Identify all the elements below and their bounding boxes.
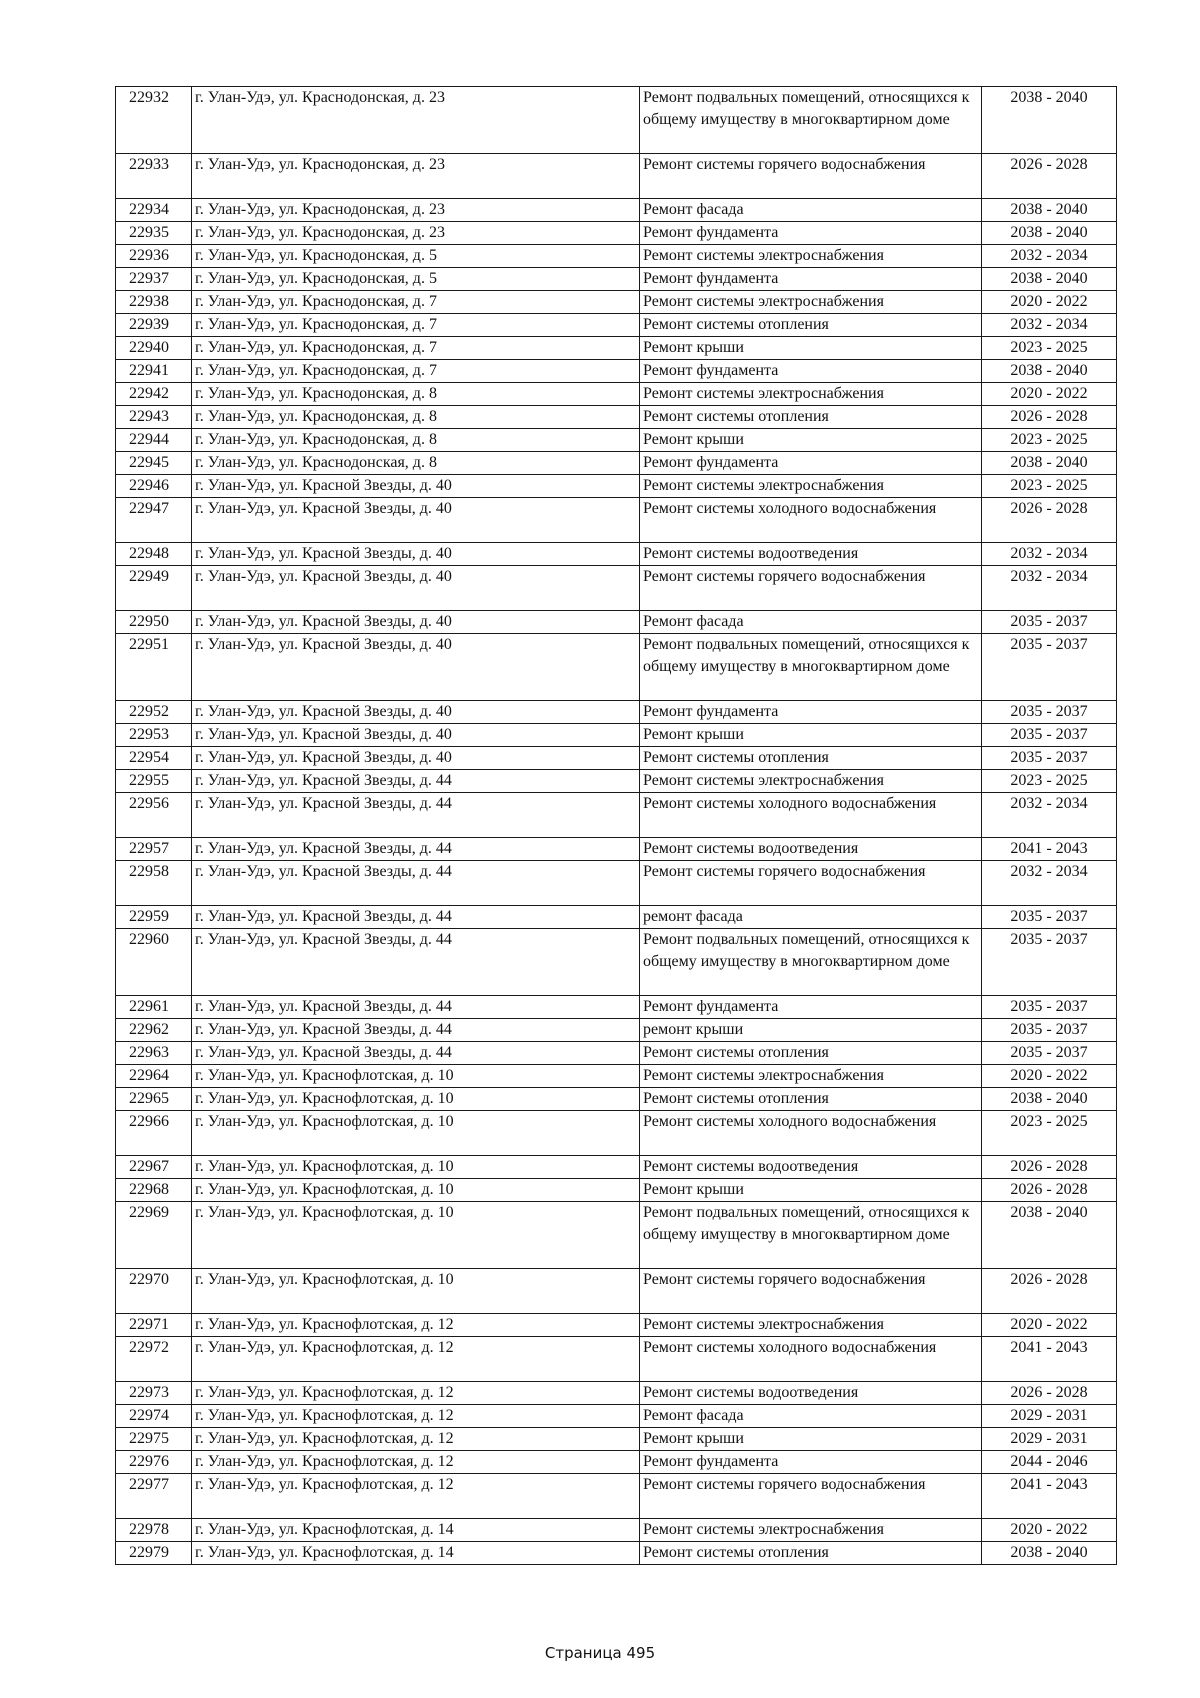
row-number-cell: 22976 [116, 1451, 192, 1474]
table-row [116, 1269, 1117, 1314]
table-row [116, 475, 1117, 498]
period-cell: 2023 - 2025 [982, 429, 1117, 452]
period-cell: 2029 - 2031 [982, 1405, 1117, 1428]
address-cell: г. Улан-Удэ, ул. Краснофлотская, д. 10 [192, 1111, 640, 1156]
period-cell: 2044 - 2046 [982, 1451, 1117, 1474]
table-row [116, 701, 1117, 724]
work-type-cell: Ремонт системы электроснабжения [640, 291, 982, 314]
address-cell: г. Улан-Удэ, ул. Краснодонская, д. 7 [192, 360, 640, 383]
row-number-cell: 22959 [116, 906, 192, 929]
address-cell: г. Улан-Удэ, ул. Краснодонская, д. 5 [192, 268, 640, 291]
address-cell: г. Улан-Удэ, ул. Красной Звезды, д. 40 [192, 724, 640, 747]
row-number-cell: 22974 [116, 1405, 192, 1428]
period-cell: 2023 - 2025 [982, 1111, 1117, 1156]
work-type-cell: Ремонт крыши [640, 1179, 982, 1202]
address-cell: г. Улан-Удэ, ул. Краснофлотская, д. 10 [192, 1065, 640, 1088]
work-type-cell: Ремонт системы электроснабжения [640, 1314, 982, 1337]
address-cell: г. Улан-Удэ, ул. Краснодонская, д. 23 [192, 199, 640, 222]
row-number-cell: 22947 [116, 498, 192, 543]
work-type-cell: Ремонт системы электроснабжения [640, 1519, 982, 1542]
table-row [116, 1088, 1117, 1111]
period-cell: 2026 - 2028 [982, 1382, 1117, 1405]
row-number-cell: 22966 [116, 1111, 192, 1156]
table-row [116, 1065, 1117, 1088]
work-type-cell: Ремонт фасада [640, 1405, 982, 1428]
address-cell: г. Улан-Удэ, ул. Красной Звезды, д. 44 [192, 996, 640, 1019]
table-row [116, 291, 1117, 314]
work-type-cell: Ремонт фундамента [640, 701, 982, 724]
address-cell: г. Улан-Удэ, ул. Краснодонская, д. 23 [192, 87, 640, 154]
address-cell: г. Улан-Удэ, ул. Красной Звезды, д. 44 [192, 793, 640, 838]
row-number-cell: 22946 [116, 475, 192, 498]
work-type-cell: ремонт фасада [640, 906, 982, 929]
row-number-cell: 22962 [116, 1019, 192, 1042]
period-cell: 2026 - 2028 [982, 1179, 1117, 1202]
table-row [116, 154, 1117, 199]
work-type-cell: Ремонт фундамента [640, 222, 982, 245]
work-type-cell: Ремонт подвальных помещений, относящихся к общему имуществу в многоквартирном доме [640, 1202, 982, 1269]
work-type-cell: Ремонт системы электроснабжения [640, 245, 982, 268]
address-cell: г. Улан-Удэ, ул. Красной Звезды, д. 40 [192, 566, 640, 611]
table-row [116, 838, 1117, 861]
row-number-cell: 22932 [116, 87, 192, 154]
table-row [116, 314, 1117, 337]
address-cell: г. Улан-Удэ, ул. Краснофлотская, д. 12 [192, 1337, 640, 1382]
work-type-cell: Ремонт системы отопления [640, 314, 982, 337]
address-cell: г. Улан-Удэ, ул. Краснодонская, д. 8 [192, 429, 640, 452]
work-type-cell: Ремонт системы электроснабжения [640, 770, 982, 793]
address-cell: г. Улан-Удэ, ул. Красной Звезды, д. 44 [192, 1042, 640, 1065]
work-type-cell: Ремонт фундамента [640, 452, 982, 475]
period-cell: 2020 - 2022 [982, 1314, 1117, 1337]
work-type-cell: Ремонт фундамента [640, 360, 982, 383]
row-number-cell: 22956 [116, 793, 192, 838]
row-number-cell: 22943 [116, 406, 192, 429]
address-cell: г. Улан-Удэ, ул. Краснодонская, д. 8 [192, 452, 640, 475]
period-cell: 2035 - 2037 [982, 611, 1117, 634]
period-cell: 2032 - 2034 [982, 566, 1117, 611]
page-number: Страница 495 [544, 1644, 656, 1662]
table-row [116, 793, 1117, 838]
table-row [116, 906, 1117, 929]
period-cell: 2023 - 2025 [982, 475, 1117, 498]
address-cell: г. Улан-Удэ, ул. Красной Звезды, д. 44 [192, 929, 640, 996]
row-number-cell: 22933 [116, 154, 192, 199]
row-number-cell: 22957 [116, 838, 192, 861]
table-row [116, 1111, 1117, 1156]
address-cell: г. Улан-Удэ, ул. Краснофлотская, д. 12 [192, 1474, 640, 1519]
table-row [116, 1179, 1117, 1202]
table-body [116, 87, 1117, 1565]
work-type-cell: Ремонт системы холодного водоснабжения [640, 1111, 982, 1156]
address-cell: г. Улан-Удэ, ул. Краснофлотская, д. 14 [192, 1519, 640, 1542]
work-type-cell: Ремонт системы водоотведения [640, 1156, 982, 1179]
repair-schedule-table [115, 86, 1117, 1565]
work-type-cell: Ремонт фасада [640, 199, 982, 222]
row-number-cell: 22971 [116, 1314, 192, 1337]
work-type-cell: Ремонт подвальных помещений, относящихся к общему имуществу в многоквартирном доме [640, 634, 982, 701]
table-row [116, 1382, 1117, 1405]
address-cell: г. Улан-Удэ, ул. Краснодонская, д. 8 [192, 406, 640, 429]
period-cell: 2038 - 2040 [982, 199, 1117, 222]
row-number-cell: 22941 [116, 360, 192, 383]
address-cell: г. Улан-Удэ, ул. Краснофлотская, д. 12 [192, 1428, 640, 1451]
address-cell: г. Улан-Удэ, ул. Краснодонская, д. 5 [192, 245, 640, 268]
row-number-cell: 22961 [116, 996, 192, 1019]
table-row [116, 383, 1117, 406]
work-type-cell: Ремонт системы электроснабжения [640, 1065, 982, 1088]
row-number-cell: 22968 [116, 1179, 192, 1202]
row-number-cell: 22975 [116, 1428, 192, 1451]
row-number-cell: 22953 [116, 724, 192, 747]
work-type-cell: Ремонт системы водоотведения [640, 1382, 982, 1405]
row-number-cell: 22938 [116, 291, 192, 314]
table-row [116, 1519, 1117, 1542]
table-row [116, 1405, 1117, 1428]
table-row [116, 770, 1117, 793]
work-type-cell: Ремонт системы горячего водоснабжения [640, 1269, 982, 1314]
work-type-cell: Ремонт фундамента [640, 268, 982, 291]
table-row [116, 87, 1117, 154]
address-cell: г. Улан-Удэ, ул. Красной Звезды, д. 44 [192, 770, 640, 793]
row-number-cell: 22973 [116, 1382, 192, 1405]
address-cell: г. Улан-Удэ, ул. Краснофлотская, д. 10 [192, 1269, 640, 1314]
row-number-cell: 22948 [116, 543, 192, 566]
address-cell: г. Улан-Удэ, ул. Краснофлотская, д. 12 [192, 1451, 640, 1474]
row-number-cell: 22936 [116, 245, 192, 268]
work-type-cell: Ремонт системы водоотведения [640, 838, 982, 861]
period-cell: 2041 - 2043 [982, 1474, 1117, 1519]
address-cell: г. Улан-Удэ, ул. Красной Звезды, д. 44 [192, 861, 640, 906]
row-number-cell: 22963 [116, 1042, 192, 1065]
period-cell: 2020 - 2022 [982, 1065, 1117, 1088]
period-cell: 2041 - 2043 [982, 838, 1117, 861]
period-cell: 2035 - 2037 [982, 996, 1117, 1019]
address-cell: г. Улан-Удэ, ул. Красной Звезды, д. 40 [192, 634, 640, 701]
table-row [116, 566, 1117, 611]
row-number-cell: 22937 [116, 268, 192, 291]
period-cell: 2026 - 2028 [982, 1156, 1117, 1179]
period-cell: 2032 - 2034 [982, 314, 1117, 337]
table-row [116, 1314, 1117, 1337]
work-type-cell: Ремонт системы горячего водоснабжения [640, 154, 982, 199]
table-row [116, 1337, 1117, 1382]
period-cell: 2035 - 2037 [982, 906, 1117, 929]
work-type-cell: Ремонт крыши [640, 724, 982, 747]
period-cell: 2035 - 2037 [982, 724, 1117, 747]
work-type-cell: Ремонт системы холодного водоснабжения [640, 1337, 982, 1382]
work-type-cell: Ремонт фундамента [640, 996, 982, 1019]
period-cell: 2026 - 2028 [982, 406, 1117, 429]
address-cell: г. Улан-Удэ, ул. Красной Звезды, д. 44 [192, 1019, 640, 1042]
address-cell: г. Улан-Удэ, ул. Краснофлотская, д. 12 [192, 1314, 640, 1337]
row-number-cell: 22934 [116, 199, 192, 222]
row-number-cell: 22969 [116, 1202, 192, 1269]
period-cell: 2029 - 2031 [982, 1428, 1117, 1451]
table-row [116, 337, 1117, 360]
period-cell: 2020 - 2022 [982, 1519, 1117, 1542]
work-type-cell: Ремонт системы холодного водоснабжения [640, 793, 982, 838]
table-row [116, 360, 1117, 383]
period-cell: 2032 - 2034 [982, 245, 1117, 268]
table-row [116, 1019, 1117, 1042]
period-cell: 2038 - 2040 [982, 1088, 1117, 1111]
period-cell: 2038 - 2040 [982, 222, 1117, 245]
address-cell: г. Улан-Удэ, ул. Краснофлотская, д. 12 [192, 1382, 640, 1405]
row-number-cell: 22944 [116, 429, 192, 452]
row-number-cell: 22972 [116, 1337, 192, 1382]
row-number-cell: 22970 [116, 1269, 192, 1314]
table-row [116, 1542, 1117, 1565]
work-type-cell: Ремонт системы отопления [640, 747, 982, 770]
row-number-cell: 22940 [116, 337, 192, 360]
table-row [116, 611, 1117, 634]
address-cell: г. Улан-Удэ, ул. Краснофлотская, д. 10 [192, 1156, 640, 1179]
work-type-cell: Ремонт системы водоотведения [640, 543, 982, 566]
work-type-cell: Ремонт подвальных помещений, относящихся к общему имуществу в многоквартирном доме [640, 87, 982, 154]
table-row [116, 1428, 1117, 1451]
work-type-cell: Ремонт системы электроснабжения [640, 383, 982, 406]
row-number-cell: 22965 [116, 1088, 192, 1111]
period-cell: 2038 - 2040 [982, 1202, 1117, 1269]
work-type-cell: Ремонт системы отопления [640, 1542, 982, 1565]
period-cell: 2035 - 2037 [982, 747, 1117, 770]
work-type-cell: Ремонт системы отопления [640, 406, 982, 429]
table-row [116, 429, 1117, 452]
row-number-cell: 22942 [116, 383, 192, 406]
work-type-cell: Ремонт системы горячего водоснабжения [640, 566, 982, 611]
work-type-cell: Ремонт системы отопления [640, 1042, 982, 1065]
address-cell: г. Улан-Удэ, ул. Краснодонская, д. 8 [192, 383, 640, 406]
work-type-cell: Ремонт системы горячего водоснабжения [640, 1474, 982, 1519]
table-row [116, 245, 1117, 268]
row-number-cell: 22958 [116, 861, 192, 906]
table-row [116, 199, 1117, 222]
row-number-cell: 22935 [116, 222, 192, 245]
period-cell: 2038 - 2040 [982, 87, 1117, 154]
row-number-cell: 22967 [116, 1156, 192, 1179]
row-number-cell: 22960 [116, 929, 192, 996]
period-cell: 2035 - 2037 [982, 634, 1117, 701]
table-row [116, 406, 1117, 429]
table-row [116, 498, 1117, 543]
period-cell: 2020 - 2022 [982, 291, 1117, 314]
table-row [116, 222, 1117, 245]
work-type-cell: Ремонт крыши [640, 337, 982, 360]
work-type-cell: Ремонт системы горячего водоснабжения [640, 861, 982, 906]
work-type-cell: Ремонт подвальных помещений, относящихся к общему имуществу в многоквартирном доме [640, 929, 982, 996]
period-cell: 2032 - 2034 [982, 543, 1117, 566]
address-cell: г. Улан-Удэ, ул. Краснофлотская, д. 14 [192, 1542, 640, 1565]
work-type-cell: Ремонт системы холодного водоснабжения [640, 498, 982, 543]
row-number-cell: 22964 [116, 1065, 192, 1088]
period-cell: 2038 - 2040 [982, 1542, 1117, 1565]
period-cell: 2041 - 2043 [982, 1337, 1117, 1382]
work-type-cell: Ремонт фасада [640, 611, 982, 634]
address-cell: г. Улан-Удэ, ул. Краснодонская, д. 23 [192, 154, 640, 199]
period-cell: 2035 - 2037 [982, 929, 1117, 996]
row-number-cell: 22951 [116, 634, 192, 701]
table-row [116, 268, 1117, 291]
table-row [116, 452, 1117, 475]
address-cell: г. Улан-Удэ, ул. Краснофлотская, д. 10 [192, 1202, 640, 1269]
table-row [116, 1474, 1117, 1519]
table-row [116, 634, 1117, 701]
table-row [116, 1451, 1117, 1474]
address-cell: г. Улан-Удэ, ул. Красной Звезды, д. 40 [192, 701, 640, 724]
work-type-cell: Ремонт крыши [640, 429, 982, 452]
row-number-cell: 22978 [116, 1519, 192, 1542]
address-cell: г. Улан-Удэ, ул. Краснодонская, д. 7 [192, 337, 640, 360]
period-cell: 2035 - 2037 [982, 701, 1117, 724]
row-number-cell: 22950 [116, 611, 192, 634]
address-cell: г. Улан-Удэ, ул. Краснофлотская, д. 10 [192, 1179, 640, 1202]
row-number-cell: 22939 [116, 314, 192, 337]
row-number-cell: 22977 [116, 1474, 192, 1519]
work-type-cell: ремонт крыши [640, 1019, 982, 1042]
work-type-cell: Ремонт крыши [640, 1428, 982, 1451]
period-cell: 2035 - 2037 [982, 1019, 1117, 1042]
table-row [116, 747, 1117, 770]
table-row [116, 1042, 1117, 1065]
row-number-cell: 22979 [116, 1542, 192, 1565]
address-cell: г. Улан-Удэ, ул. Красной Звезды, д. 40 [192, 747, 640, 770]
work-type-cell: Ремонт системы электроснабжения [640, 475, 982, 498]
period-cell: 2020 - 2022 [982, 383, 1117, 406]
period-cell: 2026 - 2028 [982, 154, 1117, 199]
period-cell: 2023 - 2025 [982, 770, 1117, 793]
row-number-cell: 22952 [116, 701, 192, 724]
period-cell: 2032 - 2034 [982, 793, 1117, 838]
table-row [116, 996, 1117, 1019]
period-cell: 2038 - 2040 [982, 268, 1117, 291]
table-row [116, 724, 1117, 747]
work-type-cell: Ремонт системы отопления [640, 1088, 982, 1111]
address-cell: г. Улан-Удэ, ул. Красной Звезды, д. 40 [192, 611, 640, 634]
row-number-cell: 22955 [116, 770, 192, 793]
table-row [116, 861, 1117, 906]
table-row [116, 1156, 1117, 1179]
address-cell: г. Улан-Удэ, ул. Краснофлотская, д. 10 [192, 1088, 640, 1111]
address-cell: г. Улан-Удэ, ул. Красной Звезды, д. 44 [192, 906, 640, 929]
address-cell: г. Улан-Удэ, ул. Красной Звезды, д. 44 [192, 838, 640, 861]
table-row [116, 543, 1117, 566]
table-row [116, 929, 1117, 996]
work-type-cell: Ремонт фундамента [640, 1451, 982, 1474]
period-cell: 2035 - 2037 [982, 1042, 1117, 1065]
period-cell: 2026 - 2028 [982, 1269, 1117, 1314]
address-cell: г. Улан-Удэ, ул. Красной Звезды, д. 40 [192, 475, 640, 498]
address-cell: г. Улан-Удэ, ул. Краснодонская, д. 23 [192, 222, 640, 245]
period-cell: 2038 - 2040 [982, 452, 1117, 475]
table-row [116, 1202, 1117, 1269]
address-cell: г. Улан-Удэ, ул. Краснофлотская, д. 12 [192, 1405, 640, 1428]
period-cell: 2032 - 2034 [982, 861, 1117, 906]
period-cell: 2026 - 2028 [982, 498, 1117, 543]
period-cell: 2038 - 2040 [982, 360, 1117, 383]
address-cell: г. Улан-Удэ, ул. Краснодонская, д. 7 [192, 291, 640, 314]
address-cell: г. Улан-Удэ, ул. Красной Звезды, д. 40 [192, 498, 640, 543]
row-number-cell: 22954 [116, 747, 192, 770]
period-cell: 2023 - 2025 [982, 337, 1117, 360]
row-number-cell: 22945 [116, 452, 192, 475]
row-number-cell: 22949 [116, 566, 192, 611]
address-cell: г. Улан-Удэ, ул. Красной Звезды, д. 40 [192, 543, 640, 566]
address-cell: г. Улан-Удэ, ул. Краснодонская, д. 7 [192, 314, 640, 337]
